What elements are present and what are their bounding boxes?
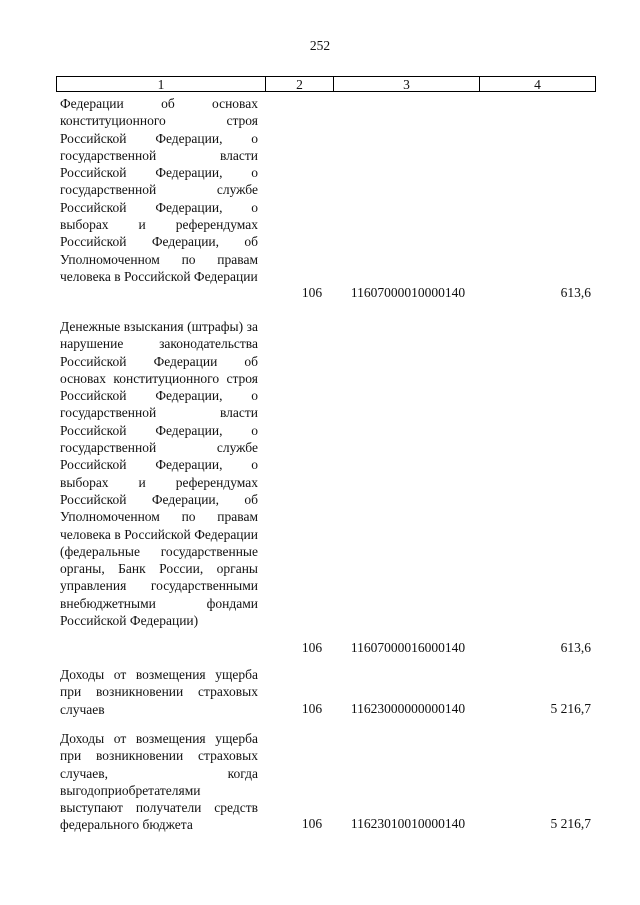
page-number: 252 — [309, 38, 331, 53]
row-amount: 613,6 — [560, 640, 591, 655]
row-description: Денежные взыскания (штрафы) за нарушение законодательства Российской Федерации об основах конституционного строя Российской Федерации, о государственной власти Российской Федерации, о государственной службе Российской Федерации, о выборах и референдумах Российской Федерации, об Уполномоченном по правам человека в Российской Федерации (федеральные государственные органы, Банк России, органы управления государственными внебюджетными фондами Российской Федерации) — [60, 319, 258, 629]
header-col-4: 4 — [534, 77, 541, 92]
row-kbk: 11607000010000140 — [350, 285, 466, 300]
row-amount: 613,6 — [560, 285, 591, 300]
row-amount: 5 216,7 — [550, 701, 591, 716]
header-col-3: 3 — [334, 77, 480, 91]
row-code: 106 — [301, 701, 323, 716]
row-kbk: 11623000000000140 — [350, 701, 466, 716]
header-col-2: 2 — [266, 77, 334, 91]
table-row — [60, 95, 595, 307]
row-code: 106 — [301, 816, 323, 831]
row-description: Федерации об основах конституционного строя Российской Федерации, о государственной власти Российской Федерации, о государственной службе Российской Федерации, о выборах и референдумах Российской Федерации, об Уполномоченном по правам человека в Российской Федерации — [60, 96, 258, 284]
row-description: Доходы от возмещения ущерба при возникновении страховых случаев, когда выгодоприобретателями выступают получатели средств федерального бюджета — [60, 731, 258, 833]
table-row — [60, 318, 595, 658]
row-kbk: 11607000016000140 — [350, 640, 466, 655]
row-description: Доходы от возмещения ущерба при возникновении страховых случаев — [60, 667, 258, 717]
row-code: 106 — [301, 640, 323, 655]
row-amount: 5 216,7 — [550, 816, 591, 831]
header-col-1: 1 — [57, 77, 266, 91]
row-kbk: 11623010010000140 — [350, 816, 466, 831]
table-header — [56, 76, 596, 92]
table-row — [60, 666, 595, 722]
row-code: 106 — [301, 285, 323, 300]
table-row — [60, 730, 595, 840]
